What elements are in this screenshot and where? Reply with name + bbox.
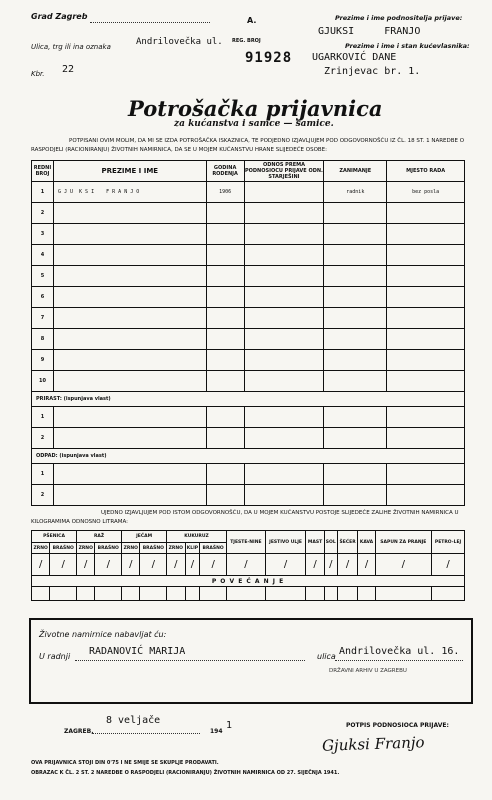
member-occupation (324, 224, 387, 245)
street-label: Ulica, trg ili ina oznaka (31, 43, 111, 51)
member-row (32, 308, 465, 329)
signature: Gjuksi Franjo (321, 733, 425, 755)
member-name (53, 329, 206, 350)
member-relation (244, 308, 324, 329)
grp-sol: SOL (324, 531, 337, 554)
street-line (335, 660, 463, 661)
stock-subheader: KLIP (185, 543, 200, 554)
member-birth-year (206, 287, 244, 308)
member-relation (244, 203, 324, 224)
empty-cell (324, 485, 387, 506)
empty-cell (206, 485, 244, 506)
row-number: 9 (32, 350, 54, 371)
stock-empty-cell (77, 587, 95, 601)
prirast-entry-row (32, 428, 465, 449)
stock-empty-cell (95, 587, 122, 601)
member-birth-year (206, 266, 244, 287)
archive-stamp: DRŽAVNI ARHIV U ZAGREBU (329, 668, 407, 674)
member-occupation (324, 287, 387, 308)
stock-value: / (50, 554, 77, 576)
member-workplace (387, 266, 465, 287)
member-row (32, 203, 465, 224)
stock-value: / (32, 554, 50, 576)
empty-cell (53, 428, 206, 449)
member-row (32, 329, 465, 350)
stock-value: / (95, 554, 122, 576)
member-relation (244, 224, 324, 245)
date-line (92, 733, 200, 734)
member-relation (244, 245, 324, 266)
member-row (32, 182, 465, 203)
intro-text: POTPISANI OVIM MOLIM, DA MI SE IZDA POTROŠAČKA ISKAZNICA, TE PODJEDNO IZJAVLJUJEM POD ODGOVORNOŠĆU IZ ČL. 18 ST. 1 NAREDBE O RASPODJELI (RACIONIRANJU) ŽIVOTNIH NAMIRNICA, DA SE U MOJEM KUĆANSTVU HRANE SLIJEDEĆE OSOBE: (31, 138, 465, 153)
empty-cell (387, 407, 465, 428)
grp-sapun: SAPUN ZA PRANJE (375, 531, 432, 554)
stock-value: / (306, 554, 324, 576)
member-workplace (387, 287, 465, 308)
row-number: 4 (32, 245, 54, 266)
empty-cell (244, 428, 324, 449)
col-prezime-ime: PREZIME I IME (53, 161, 206, 182)
owner-label: Prezime i ime i stan kućevlasnika: (345, 42, 470, 50)
city-line (90, 22, 210, 23)
stock-empty-cell (306, 587, 324, 601)
member-relation (244, 350, 324, 371)
member-occupation (324, 308, 387, 329)
empty-cell (324, 407, 387, 428)
stock-value: / (432, 554, 465, 576)
member-relation (244, 329, 324, 350)
stock-value: / (167, 554, 185, 576)
row-number: 6 (32, 287, 54, 308)
stock-empty-row (32, 587, 465, 601)
empty-cell (324, 464, 387, 485)
member-workplace: bez posla (387, 182, 465, 203)
odpad-entry-row (32, 464, 465, 485)
grp-psenica: PŠENICA (32, 531, 77, 543)
stock-subheader: BRAŠNO (50, 543, 77, 554)
empty-cell (206, 464, 244, 485)
member-name (53, 350, 206, 371)
stock-subheader: ZRNO (77, 543, 95, 554)
supply-label: Životne namirnice nabavljat ću: (39, 630, 167, 639)
member-occupation: radnik (324, 182, 387, 203)
shop-line (75, 660, 305, 661)
member-workplace (387, 203, 465, 224)
odpad-row (32, 449, 465, 464)
kbr-label: Kbr. (31, 70, 45, 78)
form-title: Potrošačka prijavnica (128, 96, 383, 121)
prirast-entry-row (32, 407, 465, 428)
grp-ulje: JESTIVO ULJE (265, 531, 306, 554)
col-mjesto-rada: MJESTO RADA (387, 161, 465, 182)
grp-raz: RAŽ (77, 531, 122, 543)
stock-empty-cell (265, 587, 306, 601)
member-name (53, 371, 206, 392)
shop-label: U radnji (39, 652, 71, 661)
stock-subheader: BRAŠNO (95, 543, 122, 554)
member-name (53, 266, 206, 287)
col-redni-broj: REDNI BROJ (32, 161, 54, 182)
member-name (53, 287, 206, 308)
member-birth-year (206, 203, 244, 224)
empty-cell (206, 407, 244, 428)
empty-cell (324, 428, 387, 449)
odpad-label: ODPAD: (ispunjava vlast) (32, 449, 465, 464)
member-occupation (324, 203, 387, 224)
member-row (32, 266, 465, 287)
supply-street-label: ulica (317, 652, 336, 661)
stock-subheader: ZRNO (122, 543, 140, 554)
grp-kukuruz: KUKURUZ (167, 531, 227, 543)
empty-cell (387, 464, 465, 485)
shop-value: RADANOVIĆ MARIJA (89, 646, 186, 657)
reg-label: REG. BROJ (232, 38, 261, 44)
stock-value: / (337, 554, 358, 576)
grp-secer: ŠEĆER (337, 531, 358, 554)
footer-note-1: OVA PRIJAVNICA STOJI DIN 0'75 I NE SMIJE SE SKUPLJE PRODAVATI. (31, 760, 219, 766)
stock-empty-cell (185, 587, 200, 601)
empty-cell (244, 407, 324, 428)
grp-petrolej: PETRO-LEJ (432, 531, 465, 554)
year-suffix: 1 (226, 720, 233, 731)
stock-value: / (358, 554, 375, 576)
member-occupation (324, 350, 387, 371)
stock-table (31, 530, 465, 601)
applicant-value: GJUKSI FRANJO (318, 26, 421, 37)
year-prefix: 194 (210, 728, 223, 735)
letter-a: A. (247, 16, 257, 25)
stock-empty-cell (32, 587, 50, 601)
row-number: 1 (32, 464, 54, 485)
supply-box (29, 618, 473, 704)
col-odnos: ODNOS PREMA PODNOSIOCU PRIJAVE ODN. STARJEŠINI (244, 162, 323, 180)
row-number: 7 (32, 308, 54, 329)
stock-values-row (32, 554, 465, 576)
stock-value: / (200, 554, 227, 576)
col-godina: GODINA RODENJA (206, 161, 244, 182)
members-header-row (32, 161, 465, 182)
kbr-value: 22 (62, 64, 75, 75)
stock-empty-cell (167, 587, 185, 601)
stock-empty-cell (358, 587, 375, 601)
form-subtitle: za kućanstva i samce — samice. (174, 119, 334, 129)
row-number: 1 (32, 407, 54, 428)
stock-value: / (185, 554, 200, 576)
member-name (53, 203, 206, 224)
povecanje-row (32, 576, 465, 587)
date-value: 8 veljače (106, 715, 161, 726)
stock-subheader: BRAŠNO (140, 543, 167, 554)
empty-cell (244, 464, 324, 485)
stock-empty-cell (324, 587, 337, 601)
row-number: 1 (32, 182, 54, 203)
members-table (31, 160, 465, 506)
member-name: G J U K S I F R A N J O (53, 182, 206, 203)
stock-empty-cell (50, 587, 77, 601)
reg-value: 91928 (245, 50, 293, 66)
stock-empty-cell (337, 587, 358, 601)
grp-mast: MAST (306, 531, 324, 554)
stock-value: / (375, 554, 432, 576)
member-birth-year (206, 224, 244, 245)
owner-address: Zrinjevac br. 1. (324, 66, 421, 77)
stock-empty-cell (200, 587, 227, 601)
row-number: 8 (32, 329, 54, 350)
stock-value: / (265, 554, 306, 576)
member-relation (244, 266, 324, 287)
stock-value: / (226, 554, 265, 576)
row-number: 10 (32, 371, 54, 392)
member-workplace (387, 308, 465, 329)
stock-intro: UJEDNO IZJAVLJUJEM POD ISTOM ODGOVORNOŠĆU, DA U MOJEM KUĆANSTVU POSTOJE SLIJEDEĆE ZALIHE ŽIVOTNIH NAMIRNICA U KILOGRAMIMA ODNOSNO LITRAMA: (31, 510, 459, 525)
row-number: 2 (32, 485, 54, 506)
member-name (53, 308, 206, 329)
row-number: 2 (32, 203, 54, 224)
street-value: Andrilovečka ul. (136, 37, 223, 47)
empty-cell (387, 485, 465, 506)
member-workplace (387, 245, 465, 266)
member-workplace (387, 350, 465, 371)
grp-kava: KAVA (358, 531, 375, 554)
stock-empty-cell (140, 587, 167, 601)
prirast-row (32, 392, 465, 407)
footer-note-2: OBRAZAC K ČL. 2 ST. 2 NAREDBE O RASPODJELI (RACIONIRANJU) ŽIVOTNIH NAMIRNICA OD 27. SIJEČNJA 1941. (31, 770, 340, 776)
empty-cell (53, 485, 206, 506)
stock-subheader: ZRNO (32, 543, 50, 554)
stock-value: / (122, 554, 140, 576)
member-occupation (324, 371, 387, 392)
member-row (32, 371, 465, 392)
povecanje-label: P O V E Ć A N J E (32, 576, 465, 587)
member-name (53, 245, 206, 266)
stock-subheader: BRAŠNO (200, 543, 227, 554)
supply-street-value: Andrilovečka ul. 16. (339, 646, 460, 657)
member-occupation (324, 329, 387, 350)
grp-jecam: JEČAM (122, 531, 167, 543)
stock-value: / (324, 554, 337, 576)
col-zanimanje: ZANIMANJE (324, 161, 387, 182)
member-row (32, 287, 465, 308)
member-birth-year: 1906 (206, 182, 244, 203)
member-occupation (324, 245, 387, 266)
grp-tjestenine: TJESTE-NINE (226, 531, 265, 554)
empty-cell (53, 407, 206, 428)
member-workplace (387, 371, 465, 392)
member-row (32, 224, 465, 245)
row-number: 5 (32, 266, 54, 287)
member-birth-year (206, 371, 244, 392)
owner-value: UGARKOVIĆ DANE (312, 52, 397, 63)
stock-group-row (32, 531, 465, 543)
applicant-label: Prezime i ime podnositelja prijave: (335, 14, 463, 22)
place-label: ZAGREB, (64, 728, 94, 735)
member-relation (244, 182, 324, 203)
member-birth-year (206, 329, 244, 350)
member-birth-year (206, 245, 244, 266)
member-occupation (324, 266, 387, 287)
stock-empty-cell (432, 587, 465, 601)
stock-empty-cell (122, 587, 140, 601)
member-relation (244, 287, 324, 308)
stock-subheader: ZRNO (167, 543, 185, 554)
member-birth-year (206, 350, 244, 371)
row-number: 3 (32, 224, 54, 245)
member-relation (244, 371, 324, 392)
row-number: 2 (32, 428, 54, 449)
empty-cell (244, 485, 324, 506)
empty-cell (206, 428, 244, 449)
stock-value: / (77, 554, 95, 576)
member-workplace (387, 224, 465, 245)
prirast-label: PRIRAST: (ispunjava vlast) (32, 392, 465, 407)
odpad-entry-row (32, 485, 465, 506)
member-row (32, 350, 465, 371)
stock-empty-cell (226, 587, 265, 601)
stock-empty-cell (375, 587, 432, 601)
member-row (32, 245, 465, 266)
member-name (53, 224, 206, 245)
empty-cell (387, 428, 465, 449)
member-birth-year (206, 308, 244, 329)
empty-cell (53, 464, 206, 485)
city-label: Grad Zagreb (31, 12, 88, 21)
signature-label: POTPIS PODNOSIOCA PRIJAVE: (346, 722, 449, 729)
stock-value: / (140, 554, 167, 576)
member-workplace (387, 329, 465, 350)
